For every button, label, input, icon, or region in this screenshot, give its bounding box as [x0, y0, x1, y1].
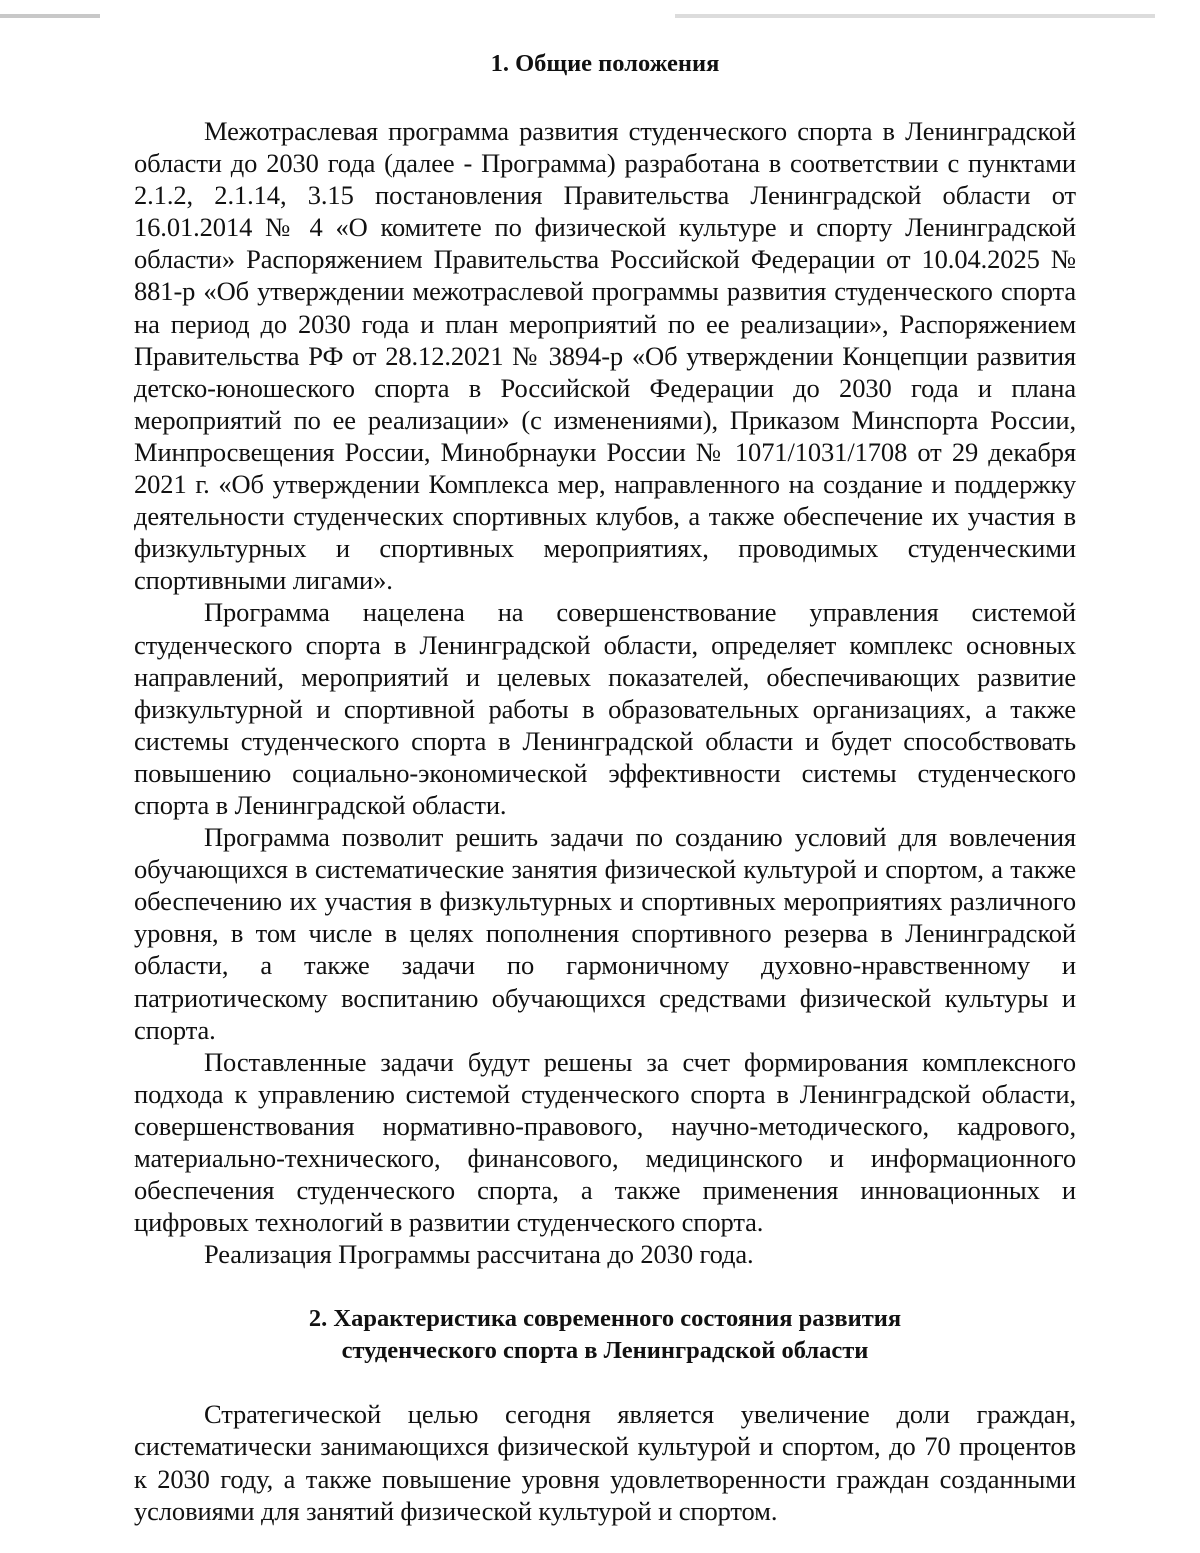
section-1-paragraph-1: Межотраслевая программа развития студенческого спорта в Ленинградской области до 2030 года (далее - Программа) разработана в соответствии с пунктами 2.1.2, 2.1.14, 3.15 постановления Правительства Ленинградской области от 16.01.2014 № 4 «О комитете по физической культуре и спорту Ленинградской области» Распоряжением Правительства Российской Федерации от 10.04.2025 № 881-р «Об утверждении межотраслевой программы развития студенческого спорта на период до 2030 года и план мероприятий по ее реализации», Распоряжением Правительства РФ от 28.12.2021 № 3894-р «Об утверждении Концепции развития детско-юношеского спорта в Российской Федерации до 2030 года и плана мероприятий по ее реализации» (с изменениями), Приказом Минспорта России, Минпросвещения России, Минобрнауки России № 1071/1031/1708 от 29 декабря 2021 г. «Об утверждении Комплекса мер, направленного на создание и поддержку деятельности студенческих спортивных клубов, а также обеспечение их участия в физкультурных и спортивных мероприятиях, проводимых студенческими спортивными лигами».	[134, 116, 1076, 596]
section-1-paragraph-4: Поставленные задачи будут решены за счет формирования комплексного подхода к управлению системой студенческого спорта в Ленинградской области, совершенствования нормативно-правового, научно-методического, кадрового, материально-технического, финансового, медицинского и информационного обеспечения студенческого спорта, а также применения инновационных и цифровых технологий в развитии студенческого спорта.	[134, 1046, 1076, 1238]
section-1-paragraph-2: Программа нацелена на совершенствование управления системой студенческого спорта в Ленинградской области, определяет комплекс основных направлений, мероприятий и целевых показателей, обеспечивающих развитие физкультурной и спортивной работы в образовательных организациях, а также системы студенческого спорта в Ленинградской области и будет способствовать повышению социально-экономической эффективности системы студенческого спорта в Ленинградской области.	[134, 597, 1076, 820]
section-2-title	[134, 1303, 1076, 1367]
section-2-title-line-2: студенческого спорта в Ленинградской области	[341, 1337, 869, 1365]
section-1-title: 1. Общие положения	[490, 50, 720, 77]
section-2-title-line-1: 2. Характеристика современного состояния развития	[308, 1305, 902, 1333]
section-1-paragraph-5: Реализация Программы рассчитана до 2030 года.	[204, 1239, 754, 1270]
scan-artifact-right	[675, 14, 1155, 18]
section-1-paragraph-3: Программа позволит решить задачи по созданию условий для вовлечения обучающихся в систематические занятия физической культурой и спортом, а также обеспечению их участия в физкультурных и спортивных мероприятиях различного уровня, в том числе в целях пополнения спортивного резерва в Ленинградской области, а также задачи по гармоничному духовно-нравственному и патриотическому воспитанию обучающихся средствами физической культуры и спорта.	[134, 822, 1076, 1045]
document-page	[134, 48, 1076, 1527]
section-2-paragraph-1: Стратегической целью сегодня является увеличение доли граждан, систематически занимающихся физической культурой и спортом, до 70 процентов к 2030 году, а также повышение уровня удовлетворенности граждан созданными условиями для занятий физической культурой и спортом.	[134, 1399, 1076, 1526]
scan-artifact-left	[0, 14, 100, 18]
